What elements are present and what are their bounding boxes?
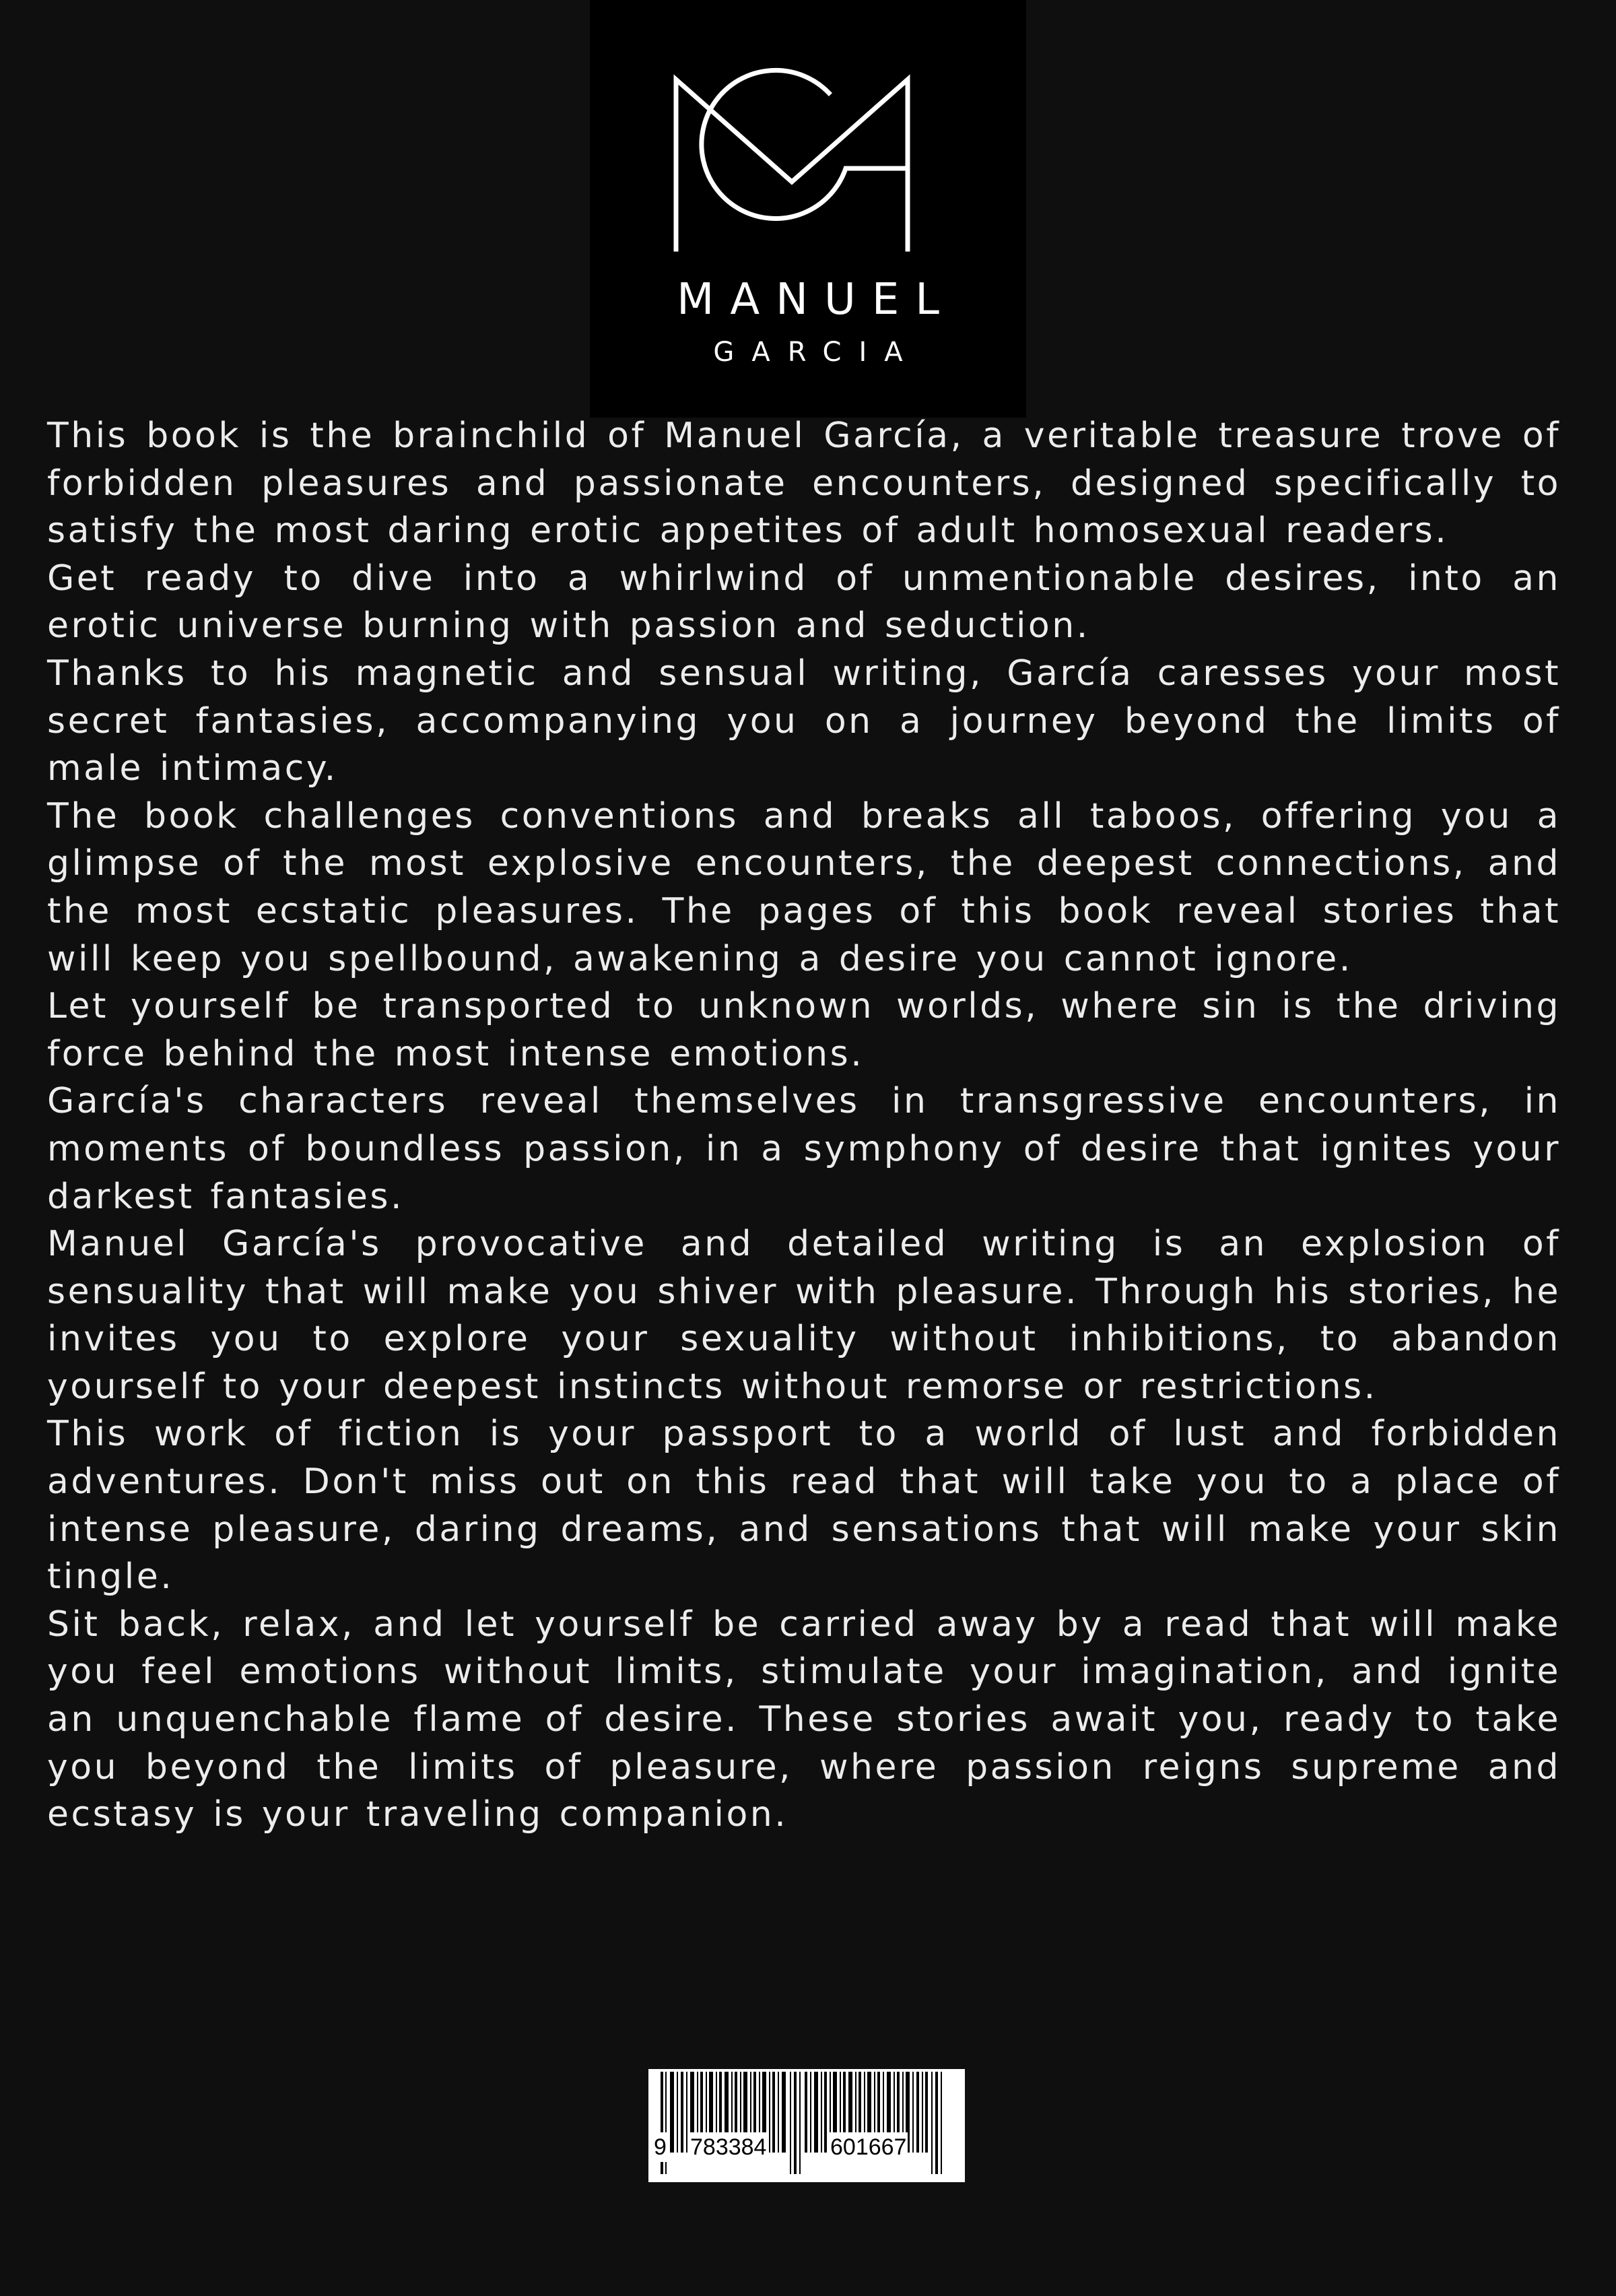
barcode-digit-group-left: 783384 bbox=[689, 2132, 768, 2162]
description-paragraph: Get ready to dive into a whirlwind of unmentionable desires, into an erotic universe burning with passion and seduction. bbox=[47, 558, 1561, 647]
description-paragraph: This book is the brainchild of Manuel García, a veritable treasure trove of forbidden pleasures and passionate encounters, designed specifically to satisfy the most daring erotic appetites of adult homosexual readers. bbox=[47, 416, 1561, 552]
description-paragraph: Thanks to his magnetic and sensual writing, García caresses your most secret fantasies, accompanying you on a journey beyond the limits of male intimacy. bbox=[47, 653, 1561, 789]
barcode-digit-prefix: 9 bbox=[652, 2132, 668, 2162]
author-first-name: MANUEL bbox=[677, 275, 955, 325]
description-paragraph: This work of fiction is your passport to a world of lust and forbidden adventures. Don't miss out on this read that will take you to a place of intense pleasure, daring dreams, and sensations that will make your skin tingle. bbox=[47, 1414, 1561, 1598]
description-paragraph: García's characters reveal themselves in transgressive encounters, in moments of boundless passion, in a symphony of desire that ignites your darkest fantasies. bbox=[47, 1081, 1561, 1217]
description-paragraph: Manuel García's provocative and detailed writing is an explosion of sensuality that will make you shiver with pleasure. Through his stories, he invites you to explore your sexuality without inhibitions, to abandon yourself to your deepest instincts without remorse or restrictions. bbox=[47, 1224, 1561, 1407]
mg-monogram-icon bbox=[671, 67, 940, 256]
isbn-barcode bbox=[648, 2069, 965, 2182]
barcode-digit-group-right: 601667 bbox=[829, 2132, 908, 2162]
author-logo bbox=[590, 0, 1026, 418]
description-paragraph: The book challenges conventions and breaks all taboos, offering you a glimpse of the most explosive encounters, the deepest connections, and the most ecstatic pleasures. The pages of this book reveal stories that will keep you spellbound, awakening a desire you cannot ignore. bbox=[47, 795, 1561, 979]
barcode-digits bbox=[648, 2132, 965, 2162]
description-paragraph: Sit back, relax, and let yourself be carried away by a read that will make you feel emotions without limits, stimulate your imagination, and ignite an unquenchable flame of desire. These stories await you, ready to take you beyond the limits of pleasure, where passion reigns supreme and ecstasy is your traveling companion. bbox=[47, 1604, 1561, 1835]
book-description bbox=[47, 412, 1561, 1839]
description-paragraph: Let yourself be transported to unknown worlds, where sin is the driving force behind the most intense emotions. bbox=[47, 986, 1561, 1074]
author-last-name: GARCIA bbox=[713, 337, 920, 368]
